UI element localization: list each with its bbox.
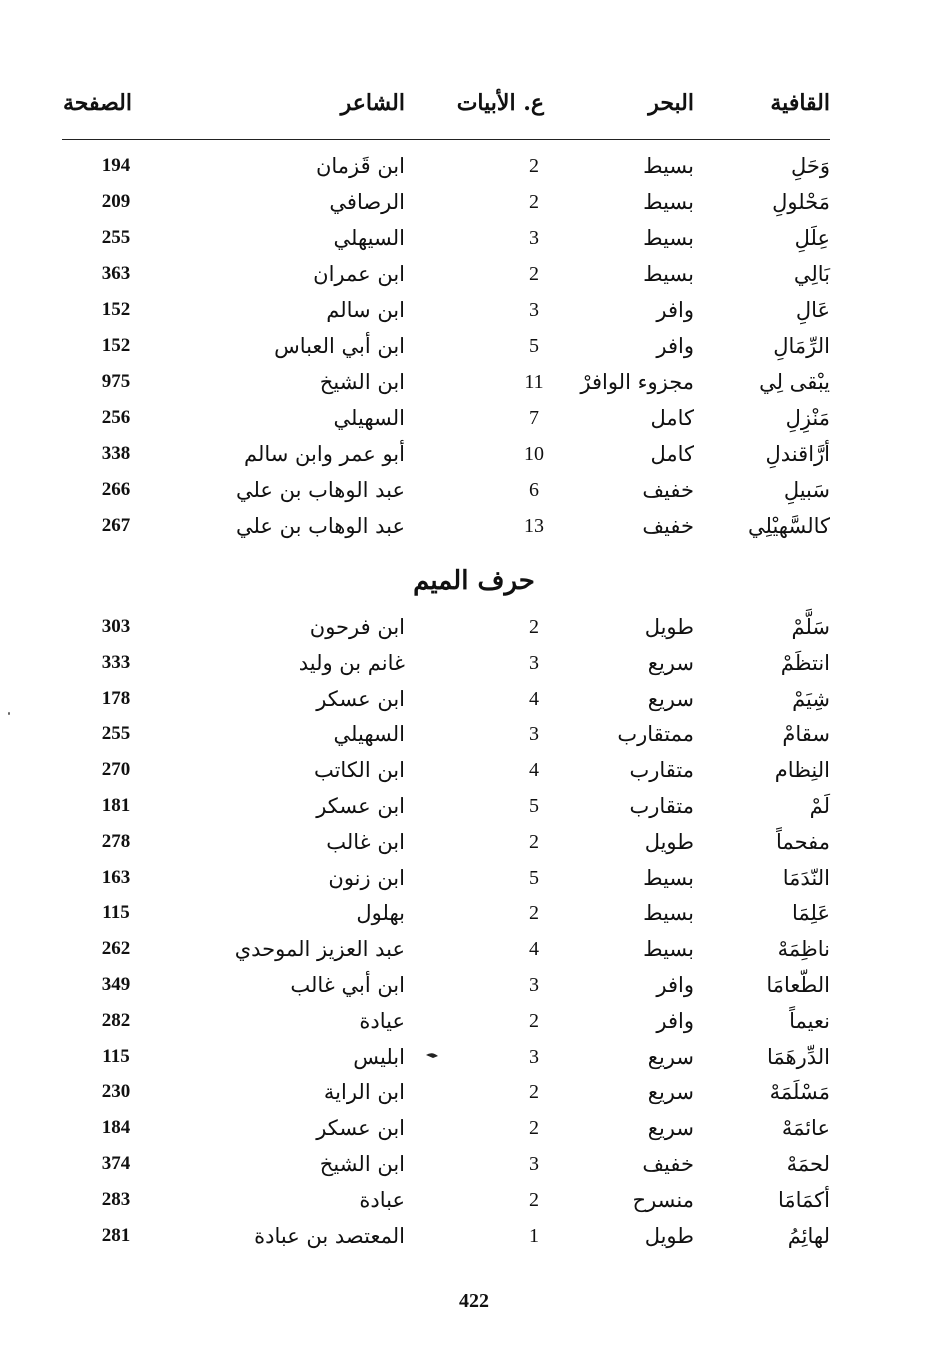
- qafiya-cell: انتظَمْ: [780, 650, 830, 675]
- page-cell: 152: [101, 335, 131, 356]
- table-row: [0, 824, 948, 860]
- page-cell: 303: [101, 616, 131, 637]
- abyat-count-cell: 2: [529, 1188, 539, 1211]
- table-row: [0, 1039, 948, 1075]
- bahr-cell: بسيط: [643, 226, 694, 250]
- qafiya-cell: أكمَامَا: [777, 1187, 830, 1212]
- poet-cell: السهيلي: [333, 406, 405, 430]
- poet-cell: ابن قَزمان: [315, 154, 405, 178]
- poet-cell: ابن غالب: [326, 829, 405, 854]
- qafiya-cell: عَلِمَا: [791, 901, 830, 926]
- bahr-cell: وافر: [656, 973, 694, 997]
- table-row: [0, 472, 948, 508]
- bahr-cell: طويل: [644, 829, 694, 854]
- bahr-cell: بسيط: [643, 154, 694, 178]
- abyat-count-cell: 13: [524, 515, 544, 537]
- abyat-count-cell: 2: [529, 1117, 539, 1140]
- table-row: [0, 645, 948, 681]
- abyat-count-cell: 3: [529, 1153, 539, 1175]
- arrow-mark-icon: [424, 1050, 440, 1060]
- poet-cell: ابن أبي العباس: [274, 334, 405, 358]
- poet-cell: السيهلي: [333, 226, 405, 250]
- qafiya-cell: سَبيلِ: [783, 478, 830, 502]
- qafiya-cell: سقامْ: [782, 722, 830, 747]
- qafiya-cell: لهائِمُ: [787, 1223, 830, 1248]
- table-row: [0, 148, 948, 184]
- table-row: [0, 1110, 948, 1146]
- abyat-count-cell: 2: [529, 830, 539, 853]
- abyat-count-cell: 1: [529, 1224, 539, 1247]
- page-cell: 338: [101, 443, 131, 464]
- qafiya-cell: عائمَهْ: [781, 1116, 830, 1141]
- page-cell: 349: [101, 974, 131, 995]
- bahr-cell: منسرح: [632, 1187, 694, 1212]
- page-cell: 267: [101, 515, 131, 536]
- page-cell: 281: [101, 1224, 131, 1246]
- abyat-count-cell: 7: [529, 407, 539, 429]
- table-row: [0, 860, 948, 896]
- table-row: [0, 931, 948, 967]
- page-number: 422: [459, 1290, 489, 1312]
- table-row: [0, 1003, 948, 1039]
- poet-cell: عبد الوهاب بن علي: [235, 478, 405, 502]
- poet-cell: ابن أبي غالب: [290, 973, 405, 997]
- abyat-count-cell: 3: [529, 723, 539, 746]
- table-row: [0, 1218, 948, 1254]
- abyat-count-cell: 3: [529, 1045, 539, 1068]
- abyat-count-cell: 5: [529, 795, 539, 817]
- abyat-count-cell: 2: [529, 1009, 539, 1032]
- page-cell: 255: [101, 723, 131, 745]
- poet-cell: عيادة: [359, 1008, 405, 1033]
- table-row: [0, 364, 948, 400]
- qafiya-cell: ناظِمَهْ: [777, 937, 830, 962]
- bahr-cell: وافر: [656, 298, 694, 322]
- bahr-cell: سريع: [647, 1116, 694, 1141]
- qafiya-cell: مَسْلَمَهْ: [769, 1080, 830, 1105]
- bahr-cell: وافر: [656, 334, 694, 358]
- bahr-cell: وافر: [656, 1008, 694, 1033]
- qafiya-cell: عِلَلِ: [794, 226, 830, 250]
- table-row: [0, 788, 948, 824]
- poet-cell: غانم بن وليد: [298, 650, 405, 675]
- bahr-cell: متقارب: [629, 758, 694, 783]
- abyat-count-cell: 2: [529, 616, 539, 638]
- qafiya-cell: الرِّمَالِ: [773, 334, 830, 358]
- page-cell: 270: [101, 759, 131, 781]
- table-row: [0, 220, 948, 256]
- page-cell: 975: [101, 371, 131, 392]
- table-row: [0, 256, 948, 292]
- qafiya-cell: عَالِ: [795, 298, 830, 322]
- qafiya-cell: يبْقى لِي: [759, 370, 830, 394]
- page-cell: 262: [101, 938, 131, 960]
- table-row: [0, 716, 948, 752]
- table-row: [0, 1074, 948, 1110]
- qafiya-cell: نعيماً: [789, 1008, 830, 1033]
- page-cell: 255: [101, 227, 131, 248]
- page-cell: 256: [101, 407, 131, 428]
- abyat-count-cell: 5: [529, 335, 539, 357]
- poet-cell: ابن زنون: [328, 865, 405, 890]
- poet-cell: المعتصد بن عبادة: [254, 1223, 405, 1248]
- section-title: حرف الميم: [413, 566, 535, 596]
- table-header: [0, 90, 948, 126]
- bahr-cell: طويل: [644, 615, 694, 639]
- page-cell: 374: [101, 1153, 131, 1174]
- qafiya-cell: أرَّاقندلِ: [765, 442, 830, 466]
- page-cell: 283: [101, 1188, 131, 1210]
- bahr-cell: مجزوء الوافرْ: [580, 370, 694, 394]
- bahr-cell: سريع: [647, 686, 694, 711]
- page-cell: 163: [101, 866, 131, 888]
- poet-cell: السهيلي: [333, 722, 405, 747]
- page-cell: 178: [101, 687, 131, 709]
- bahr-cell: سريع: [647, 650, 694, 675]
- qafiya-cell: لحمَهْ: [786, 1152, 830, 1176]
- table-row: [0, 1146, 948, 1182]
- bahr-cell: خفيف: [642, 1152, 694, 1176]
- page-cell: 278: [101, 830, 131, 852]
- page-cell: 115: [102, 1045, 130, 1067]
- poet-cell: ابن سالم: [326, 298, 405, 322]
- abyat-count-cell: 3: [529, 974, 539, 996]
- page-cell: 282: [101, 1009, 131, 1031]
- bahr-cell: بسيط: [643, 901, 694, 926]
- page-cell: 363: [101, 263, 131, 284]
- header-divider: [62, 139, 830, 140]
- qafiya-cell: الدِّرهَمَا: [766, 1044, 830, 1069]
- qafiya-cell: مَنْزِلِ: [785, 406, 830, 430]
- page-cell: 266: [101, 479, 131, 500]
- poet-cell: ابن الراية: [323, 1080, 405, 1105]
- table-row: [0, 609, 948, 645]
- bahr-cell: بسيط: [643, 262, 694, 286]
- header-abyat: ع. الأبيات: [456, 90, 544, 116]
- page-cell: 184: [101, 1117, 131, 1139]
- abyat-count-cell: 2: [529, 191, 539, 213]
- poet-cell: ابن عسكر: [316, 794, 405, 818]
- bahr-cell: ممتقارب: [617, 722, 694, 747]
- table-row: [0, 184, 948, 220]
- qafiya-cell: النّدَمَا: [782, 865, 830, 890]
- page-cell: 115: [102, 902, 130, 924]
- bahr-cell: متقارب: [629, 794, 694, 818]
- header-qafiya: القافية: [770, 90, 830, 116]
- header-poet: الشاعر: [340, 90, 405, 116]
- qafiya-cell: سَلَّمْ: [791, 615, 830, 639]
- table-row: [0, 1182, 948, 1218]
- bahr-cell: بسيط: [643, 937, 694, 962]
- abyat-count-cell: 4: [529, 759, 539, 782]
- table-row: [0, 681, 948, 717]
- table-row: [0, 400, 948, 436]
- abyat-count-cell: 6: [529, 479, 539, 501]
- poet-cell: عبد الوهاب بن علي: [235, 514, 405, 538]
- abyat-count-cell: 4: [529, 687, 539, 710]
- qafiya-cell: النِظام: [774, 758, 830, 783]
- page-cell: 152: [101, 299, 131, 320]
- poet-cell: ابن الشيخ: [319, 1152, 405, 1176]
- poet-cell: ابليس: [353, 1044, 405, 1069]
- header-bahr: البحر: [648, 90, 694, 116]
- header-page: الصفحة: [62, 90, 132, 116]
- poet-cell: ابن فرحون: [309, 615, 405, 639]
- poet-cell: أبو عمر وابن سالم: [244, 442, 405, 466]
- abyat-count-cell: 2: [529, 263, 539, 285]
- bahr-cell: بسيط: [643, 190, 694, 214]
- table-row: [0, 967, 948, 1003]
- bahr-cell: سريع: [647, 1080, 694, 1105]
- abyat-count-cell: 2: [529, 902, 539, 925]
- poet-cell: عبادة: [359, 1187, 405, 1212]
- qafiya-cell: شِيَمْ: [792, 686, 830, 711]
- page-cell: 333: [101, 651, 131, 673]
- qafiya-cell: الطّعامَا: [766, 973, 830, 997]
- poet-cell: ابن الشيخ: [319, 370, 405, 394]
- abyat-count-cell: 3: [529, 651, 539, 674]
- qafiya-cell: بَالِي: [793, 262, 830, 286]
- abyat-count-cell: 11: [524, 371, 544, 393]
- abyat-count-cell: 3: [529, 299, 539, 321]
- abyat-count-cell: 2: [529, 155, 539, 177]
- page-cell: 209: [101, 191, 131, 212]
- page-cell: 181: [101, 795, 131, 816]
- page-cell: 230: [101, 1081, 131, 1103]
- poet-cell: عبد العزيز الموحدي: [234, 937, 405, 962]
- bahr-cell: كامل: [650, 442, 694, 466]
- poet-cell: ابن عسكر: [316, 1116, 405, 1141]
- bahr-cell: كامل: [650, 406, 694, 430]
- table-row: [0, 895, 948, 931]
- poet-cell: الرصافي: [329, 190, 405, 214]
- bahr-cell: طويل: [644, 1223, 694, 1248]
- scan-speck: [8, 712, 10, 715]
- page-cell: 194: [101, 155, 131, 176]
- abyat-count-cell: 4: [529, 938, 539, 961]
- abyat-count-cell: 3: [529, 227, 539, 249]
- bahr-cell: بسيط: [643, 865, 694, 890]
- table-row: [0, 752, 948, 788]
- poet-cell: ابن عسكر: [316, 686, 405, 711]
- qafiya-cell: وَحَلِ: [790, 154, 830, 178]
- qafiya-cell: لَمْ: [809, 794, 830, 818]
- poet-cell: ابن عمران: [313, 262, 405, 286]
- poet-cell: بهلول: [356, 901, 405, 926]
- qafiya-cell: مفحماً: [776, 829, 830, 854]
- bahr-cell: سريع: [647, 1044, 694, 1069]
- abyat-count-cell: 10: [524, 443, 544, 465]
- qafiya-cell: مَحْلولِ: [772, 190, 830, 214]
- table-row: [0, 508, 948, 544]
- table-row: [0, 436, 948, 472]
- abyat-count-cell: 5: [529, 866, 539, 889]
- poet-cell: ابن الكاتب: [313, 758, 405, 783]
- table-row: [0, 292, 948, 328]
- qafiya-cell: كالسَّهيْلِي: [747, 514, 830, 538]
- bahr-cell: خفيف: [642, 514, 694, 538]
- bahr-cell: خفيف: [642, 478, 694, 502]
- table-row: [0, 328, 948, 364]
- abyat-count-cell: 2: [529, 1081, 539, 1104]
